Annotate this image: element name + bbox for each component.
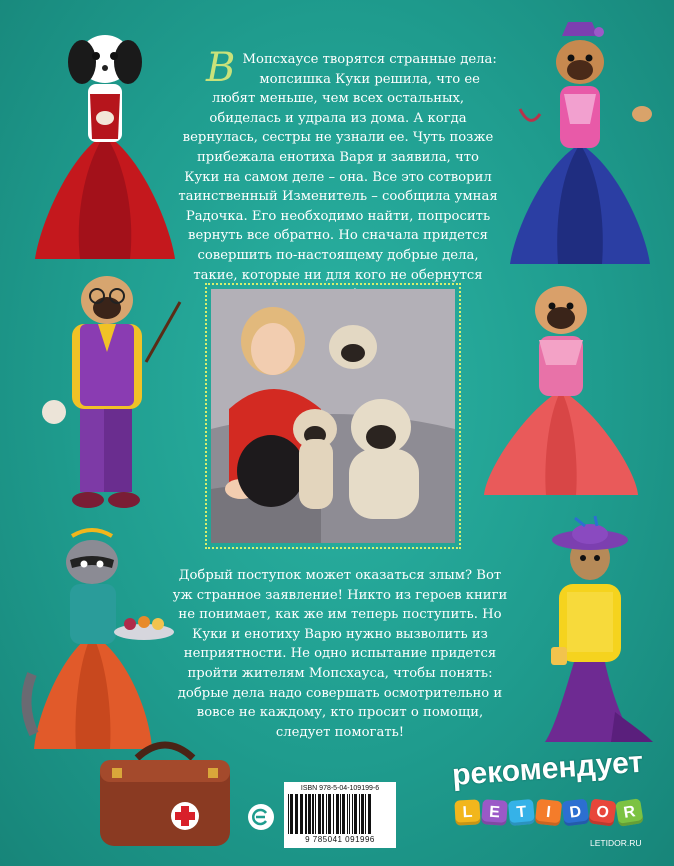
pug-teacher-vest-illustration (28, 262, 188, 512)
pug-blue-dress-illustration (500, 14, 660, 269)
meerkat-yellow-jacket-illustration (515, 512, 660, 747)
isbn-text: ISBN 978-5-04-109199-6 (300, 785, 380, 792)
story-text: Добрый поступок может оказаться злым? Вот уж странное заявление! Никто из героев книги не понимает, как же им теперь поступить. Но Куки и енотиху Варю нужно вызволить из неприятности. Не одно испытание придется пройти жителям Мопсхауса, чтобы понять: добрые дела надо совершать осмотрительно и вовсе не каждому, кто просит о помощи, следует помогать! (172, 568, 508, 740)
letidor-letter-t: T (508, 799, 535, 826)
publisher-e-icon (252, 808, 270, 826)
raccoon-with-tray-illustration (12, 524, 180, 754)
intro-paragraph (178, 45, 498, 305)
letidor-site: LETIDOR.RU (590, 838, 642, 848)
barcode-bar (371, 794, 372, 834)
story-paragraph (170, 566, 510, 742)
intro-text: Мопсхаусе творятся странные дела: мопсишка Куки решила, что ее любят меньше, чем всех остальных, обиделась и удрала из дома. А когда вернулась, сестры не узнали ее. Чуть позже прибежала енотиха Варя и заявила, что Куки на самом деле – она. Все это сотворил таинственный Изменитель – сообщила умная Радочка. Его необходимо найти, попросить вернуть все обратно. Но сначала придется совершить по-настоящему добрые дела, такие, которые ни для кого не обернутся (178, 52, 498, 283)
letidor-letter-d: D (562, 799, 590, 827)
intro-dropcap: В (206, 45, 236, 91)
doctor-bag-illustration (92, 738, 238, 850)
letidor-letter-i: I (535, 799, 562, 826)
letidor-logo (455, 800, 642, 825)
author-photo-frame (205, 283, 461, 549)
publisher-logo (248, 804, 274, 830)
author-with-pugs-image (211, 289, 455, 543)
chin-dog-red-dress-illustration (30, 14, 180, 264)
barcode-bars (288, 794, 392, 834)
letidor-letter-e: E (481, 799, 508, 826)
letidor-letter-l: L (454, 799, 480, 825)
barcode (284, 782, 396, 848)
letidor-letter-o: O (588, 798, 616, 826)
author-photo (211, 289, 455, 543)
ean-text: 9 785041 091996 (305, 835, 375, 844)
letidor-letter-r: R (615, 798, 644, 827)
pug-pink-dress-illustration (476, 270, 646, 500)
recommends-label: рекомендует (451, 745, 645, 792)
